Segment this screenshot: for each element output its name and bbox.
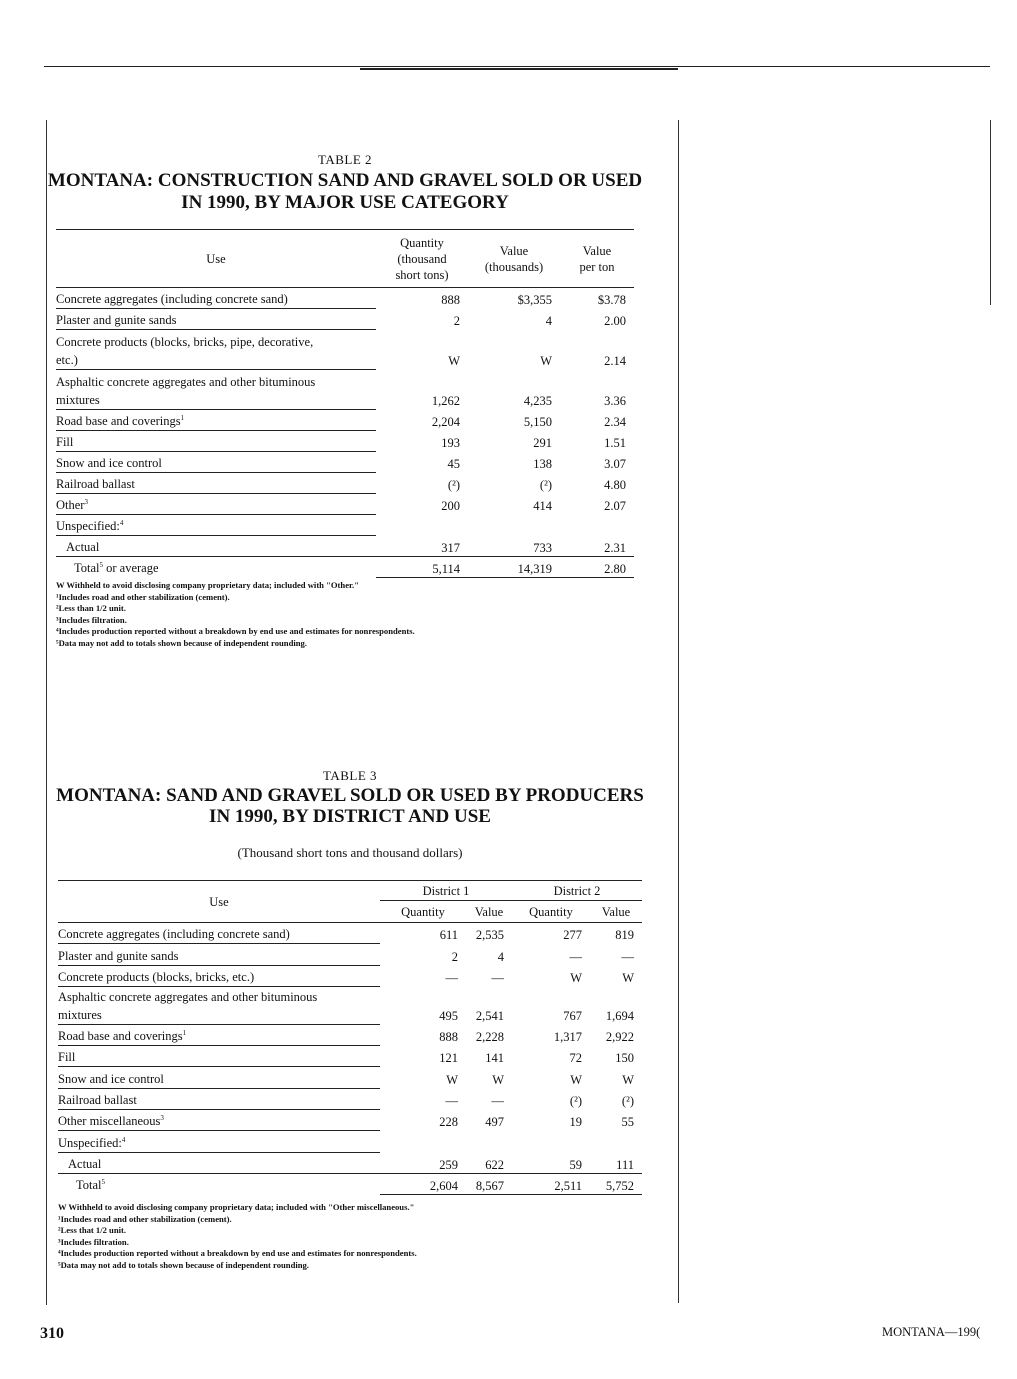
use-cell	[56, 536, 376, 557]
value-per-ton-cell	[560, 515, 634, 536]
footnote: ⁵Data may not add to totals shown because of independent rounding.	[56, 637, 307, 648]
use-cell	[58, 986, 380, 1024]
value-per-ton-cell: $3.78	[597, 293, 626, 307]
use-text: etc.)	[56, 353, 78, 367]
district2-value-cell: 2,922	[605, 1030, 634, 1045]
district2-quantity-cell: W	[570, 1072, 582, 1087]
table2-title-line2: IN 1990, BY MAJOR USE CATEGORY	[181, 192, 509, 213]
table3-header-value-1: Value	[474, 904, 504, 919]
district1-value-cell: 8,567	[466, 1173, 512, 1194]
quantity-cell: 5,114	[376, 557, 468, 578]
table3-subtitle: (Thousand short tons and thousand dollars)	[237, 845, 463, 860]
district1-quantity-cell: W	[446, 1072, 458, 1087]
value-per-ton-cell: 2.31	[560, 536, 634, 557]
use-text: Road base and coverings	[56, 414, 181, 428]
table-row	[58, 1110, 642, 1131]
district1-quantity-cell: 2	[451, 949, 458, 964]
table-row	[56, 288, 634, 309]
table3-number: TABLE 3	[322, 768, 378, 783]
use-cell	[56, 410, 376, 431]
use-text: Concrete aggregates (including concrete sand)	[58, 927, 290, 942]
footnote: ³Includes filtration.	[56, 614, 127, 625]
footnote: W Withheld to avoid disclosing company proprietary data; included with "Other miscellaneous."	[58, 1202, 415, 1212]
value-per-ton-cell: 3.07	[604, 457, 626, 471]
value-per-ton-cell: 3.36	[604, 394, 626, 408]
footnote: ⁴Includes production reported without a breakdown by end use and estimates for nonrespondents.	[56, 626, 415, 636]
table-row	[58, 923, 642, 944]
table-row	[58, 1046, 642, 1067]
table-row	[58, 1088, 642, 1109]
district1-value-cell: 2,535	[475, 928, 504, 943]
value-cell: 291	[533, 436, 552, 450]
use-text: Plaster and gunite sands	[58, 948, 179, 963]
use-cell	[58, 1131, 380, 1152]
district2-value-cell: —	[621, 949, 634, 964]
use-cell	[58, 1067, 380, 1088]
value-cell: 14,319	[468, 557, 560, 578]
use-text: Fill	[56, 435, 74, 449]
use-text: Concrete aggregates (including concrete sand)	[56, 292, 288, 306]
use-cell	[56, 515, 376, 536]
district2-quantity-cell	[512, 1131, 590, 1152]
value-per-ton-cell: 2.80	[560, 557, 634, 578]
table-row	[56, 557, 634, 578]
value-cell: 733	[468, 536, 560, 557]
value-per-ton-cell: 2.07	[604, 499, 626, 513]
district1-value-cell: 497	[485, 1115, 504, 1130]
district1-value-cell: 4	[497, 949, 504, 964]
use-cell	[56, 288, 376, 309]
table2-header-value-per-ton: Value per ton	[579, 243, 615, 274]
use-text: Actual	[66, 540, 100, 554]
use-cell	[56, 330, 376, 370]
district1-quantity-cell	[380, 1131, 466, 1152]
use-text: Other	[56, 498, 85, 512]
value-cell: (²)	[539, 478, 552, 492]
footnote-marker: 3	[160, 1114, 164, 1123]
use-text: Actual	[68, 1156, 102, 1171]
district1-quantity-cell: —	[445, 1094, 458, 1109]
use-text: Unspecified:	[58, 1135, 122, 1150]
top-rule-accent	[360, 68, 678, 70]
value-cell: 4	[545, 314, 552, 328]
value-per-ton-cell: 1.51	[604, 436, 626, 450]
table3-header-quantity-1: Quantity	[401, 904, 445, 919]
district2-value-cell: 819	[615, 928, 634, 943]
table-row	[56, 452, 634, 473]
use-text: Railroad ballast	[56, 477, 135, 491]
table-row	[58, 965, 642, 986]
district1-value-cell: —	[491, 1094, 504, 1109]
footnote-marker: 5	[101, 1178, 106, 1187]
district2-quantity-cell: (²)	[569, 1094, 582, 1109]
table2-title-line1: MONTANA: CONSTRUCTION SAND AND GRAVEL SOLD OR USED	[47, 170, 643, 191]
district2-quantity-cell: 59	[512, 1152, 590, 1173]
district2-quantity-cell: 1,317	[553, 1030, 582, 1045]
table-row	[56, 515, 634, 536]
use-cell	[58, 965, 380, 986]
value-cell: $3,355	[517, 293, 552, 307]
district1-value-cell: —	[491, 970, 504, 985]
use-cell	[56, 452, 376, 473]
district2-value-cell: 55	[621, 1115, 634, 1130]
use-cell	[58, 1088, 380, 1109]
district1-value-cell: 141	[485, 1051, 504, 1066]
district2-quantity-cell: 277	[563, 928, 582, 943]
district1-value-cell	[466, 1131, 512, 1152]
table2-header-quantity: Quantity (thousand short tons)	[395, 235, 449, 282]
value-cell: 414	[533, 499, 552, 513]
use-text: Total	[76, 1178, 102, 1193]
use-cell	[56, 557, 376, 578]
district2-value-cell: (²)	[621, 1094, 634, 1109]
use-cell	[58, 1110, 380, 1131]
use-cell	[58, 923, 380, 944]
use-cell	[58, 1173, 380, 1194]
district1-value-cell: 622	[466, 1152, 512, 1173]
district1-value-cell: 2,541	[475, 1008, 504, 1023]
table-row	[58, 1067, 642, 1088]
quantity-cell: 888	[441, 293, 460, 307]
use-cell	[56, 370, 376, 410]
table3-header-use: Use	[209, 894, 229, 909]
value-per-ton-cell: 4.80	[604, 478, 626, 492]
running-footer: MONTANA—199(	[882, 1325, 981, 1339]
district2-value-cell: 1,694	[605, 1008, 634, 1023]
table-row	[56, 494, 634, 515]
right-margin-rule	[990, 120, 991, 305]
table-row	[56, 473, 634, 494]
district2-quantity-cell: —	[569, 949, 582, 964]
district2-value-cell: W	[622, 970, 634, 985]
footnote: ¹Includes road and other stabilization (cement).	[58, 1213, 232, 1224]
use-cell	[58, 1152, 380, 1173]
use-text: Unspecified:	[56, 519, 120, 533]
use-cell	[58, 1024, 380, 1045]
use-text: Plaster and gunite sands	[56, 313, 177, 327]
use-cell	[58, 1046, 380, 1067]
district2-value-cell: 5,752	[590, 1173, 642, 1194]
district1-quantity-cell: 259	[380, 1152, 466, 1173]
left-margin-rule	[46, 120, 47, 1305]
district2-value-cell: 111	[590, 1152, 642, 1173]
footnote-marker: 5	[99, 560, 104, 569]
footnote: ²Less that 1/2 unit.	[58, 1225, 126, 1235]
footnote: ²Less than 1/2 unit.	[56, 603, 126, 613]
quantity-cell: 45	[447, 457, 460, 471]
table2-header-use: Use	[206, 251, 226, 266]
page-number: 310	[40, 1325, 64, 1342]
table-row	[56, 431, 634, 452]
value-cell: 5,150	[523, 415, 552, 429]
table-row	[56, 370, 634, 410]
table-row	[58, 1152, 642, 1173]
district1-quantity-cell: —	[445, 970, 458, 985]
use-text: Road base and coverings	[58, 1029, 183, 1044]
footnote-marker: 1	[180, 413, 185, 422]
table3-title-line2: IN 1990, BY DISTRICT AND USE	[209, 806, 491, 827]
table2	[56, 229, 634, 578]
table3-header-district2: District 2	[512, 881, 642, 901]
district2-value-cell: W	[622, 1072, 634, 1087]
use-cell	[56, 494, 376, 515]
footnote: ⁵Data may not add to totals shown because of independent rounding.	[58, 1259, 309, 1270]
quantity-cell: 2	[453, 314, 460, 328]
footnote: W Withheld to avoid disclosing company proprietary data; included with "Other."	[56, 580, 359, 590]
table-row	[56, 410, 634, 431]
table-row	[56, 536, 634, 557]
use-text: Total	[74, 561, 100, 575]
footnote: ¹Includes road and other stabilization (cement).	[56, 591, 230, 602]
value-per-ton-cell: 2.34	[604, 415, 626, 429]
quantity-cell: W	[448, 354, 460, 368]
table-row	[56, 330, 634, 370]
quantity-cell: 193	[441, 436, 460, 450]
table2-notes	[56, 580, 415, 649]
use-cell	[58, 944, 380, 965]
use-text: Asphaltic concrete aggregates and other bituminous	[58, 989, 318, 1004]
use-suffix: or average	[103, 561, 159, 575]
value-per-ton-cell: 2.00	[604, 314, 626, 328]
use-text: Asphaltic concrete aggregates and other bituminous	[56, 375, 316, 389]
use-text: mixtures	[58, 1007, 102, 1022]
use-text: Other miscellaneous	[58, 1114, 161, 1129]
table-row	[56, 309, 634, 330]
top-rule	[44, 66, 990, 67]
district1-quantity-cell: 2,604	[380, 1173, 466, 1194]
use-cell	[56, 309, 376, 330]
district2-quantity-cell: 2,511	[512, 1173, 590, 1194]
table3-notes	[58, 1202, 417, 1271]
footnote-marker: 4	[119, 518, 124, 527]
table3-header-quantity-2: Quantity	[529, 904, 573, 919]
use-text: Railroad ballast	[58, 1093, 137, 1108]
district1-quantity-cell: 888	[439, 1030, 458, 1045]
use-text: Concrete products (blocks, bricks, pipe, decorative,	[56, 335, 314, 349]
value-cell: 4,235	[523, 394, 552, 408]
district1-quantity-cell: 228	[439, 1115, 458, 1130]
district2-quantity-cell: 19	[569, 1115, 582, 1130]
table3-header-district1: District 1	[380, 881, 512, 901]
table-row	[58, 1173, 642, 1194]
value-cell	[468, 515, 560, 536]
table2-header-value: Value (thousands)	[484, 243, 544, 274]
district2-quantity-cell: W	[570, 970, 582, 985]
district2-quantity-cell: 72	[569, 1051, 582, 1066]
district1-quantity-cell: 121	[439, 1051, 458, 1066]
column-rule	[678, 120, 679, 1303]
table3	[58, 880, 642, 1195]
district2-value-cell	[590, 1131, 642, 1152]
value-cell: W	[540, 354, 552, 368]
quantity-cell: 317	[376, 536, 468, 557]
use-text: mixtures	[56, 393, 100, 407]
use-text: Concrete products (blocks, bricks, etc.)	[58, 969, 255, 984]
footnote-marker: 4	[121, 1135, 126, 1144]
footnote-marker: 1	[182, 1029, 187, 1038]
table3-title-line1: MONTANA: SAND AND GRAVEL SOLD OR USED BY PRODUCERS	[56, 785, 644, 806]
quantity-cell	[376, 515, 468, 536]
quantity-cell: (²)	[447, 478, 460, 492]
district2-value-cell: 150	[615, 1051, 634, 1066]
table-row	[58, 1024, 642, 1045]
quantity-cell: 200	[441, 499, 460, 513]
footnote-marker: 3	[84, 497, 88, 506]
table-row	[58, 986, 642, 1024]
district2-quantity-cell: 767	[563, 1008, 582, 1023]
use-cell	[56, 431, 376, 452]
district1-quantity-cell: 611	[439, 928, 458, 943]
footnote: ⁴Includes production reported without a breakdown by end use and estimates for nonrespondents.	[58, 1248, 417, 1258]
use-cell	[56, 473, 376, 494]
table2-number: TABLE 2	[317, 152, 373, 167]
district1-value-cell: 2,228	[475, 1030, 504, 1045]
value-cell: 138	[533, 457, 552, 471]
table3-header-value-2: Value	[601, 904, 631, 919]
quantity-cell: 2,204	[431, 415, 460, 429]
footnote: ³Includes filtration.	[58, 1236, 129, 1247]
use-text: Fill	[58, 1050, 76, 1065]
value-per-ton-cell: 2.14	[604, 354, 626, 368]
quantity-cell: 1,262	[431, 394, 460, 408]
table-row	[58, 1131, 642, 1152]
district1-value-cell: W	[492, 1072, 504, 1087]
use-text: Snow and ice control	[58, 1071, 164, 1086]
district1-quantity-cell: 495	[439, 1008, 458, 1023]
use-text: Snow and ice control	[56, 456, 162, 470]
table-row	[58, 944, 642, 965]
